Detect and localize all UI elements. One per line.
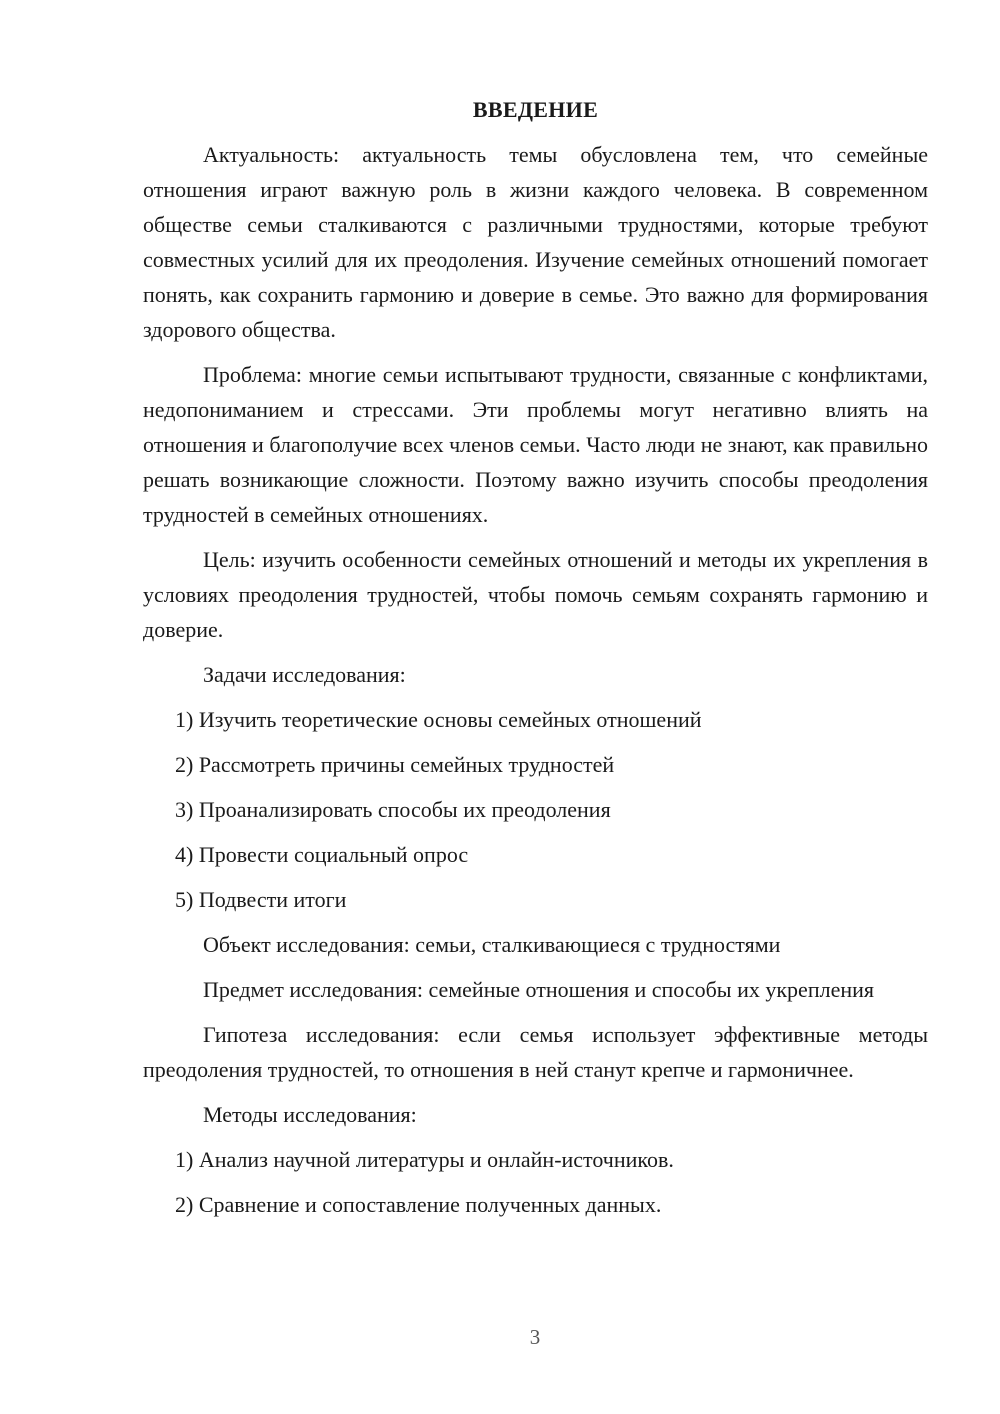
methods-list [143, 1142, 928, 1222]
list-item: 2) Рассмотреть причины семейных трудностей [175, 752, 615, 777]
tasks-heading: Задачи исследования: [203, 662, 406, 687]
list-item: 1) Анализ научной литературы и онлайн-источников. [175, 1147, 674, 1172]
list-item: 5) Подвести итоги [175, 887, 347, 912]
page-number: 3 [529, 1325, 541, 1349]
relevance-paragraph: Актуальность: актуальность темы обусловлена тем, что семейные отношения играют важную роль в жизни каждого человека. В современном обществе семьи сталкиваются с различными трудностями, которые требуют совместных усилий для их преодоления. Изучение семейных отношений помогает понять, как сохранить гармонию и доверие в семье. Это важно для формирования здорового общества. [143, 142, 928, 342]
goal-paragraph: Цель: изучить особенности семейных отношений и методы их укрепления в условиях преодоления трудностей, чтобы помочь семьям сохранять гармонию и доверие. [143, 547, 928, 642]
subject-paragraph: Предмет исследования: семейные отношения и способы их укрепления [203, 977, 874, 1002]
list-item: 2) Сравнение и сопоставление полученных данных. [175, 1192, 662, 1217]
problem-paragraph: Проблема: многие семьи испытывают трудности, связанные с конфликтами, недопониманием и стрессами. Эти проблемы могут негативно влиять на отношения и благополучие всех членов семьи. Часто люди не знают, как правильно решать возникающие сложности. Поэтому важно изучить способы преодоления трудностей в семейных отношениях. [143, 362, 928, 527]
methods-heading: Методы исследования: [203, 1102, 417, 1127]
list-item: 4) Провести социальный опрос [175, 842, 469, 867]
tasks-list [143, 702, 928, 917]
document-page [143, 92, 928, 1232]
list-item: 1) Изучить теоретические основы семейных отношений [175, 707, 702, 732]
section-title: ВВЕДЕНИЕ [472, 97, 599, 122]
object-paragraph: Объект исследования: семьи, сталкивающиеся с трудностями [203, 932, 781, 957]
hypothesis-paragraph: Гипотеза исследования: если семья использует эффективные методы преодоления трудностей, то отношения в ней станут крепче и гармоничнее. [143, 1022, 928, 1082]
list-item: 3) Проанализировать способы их преодоления [175, 797, 611, 822]
